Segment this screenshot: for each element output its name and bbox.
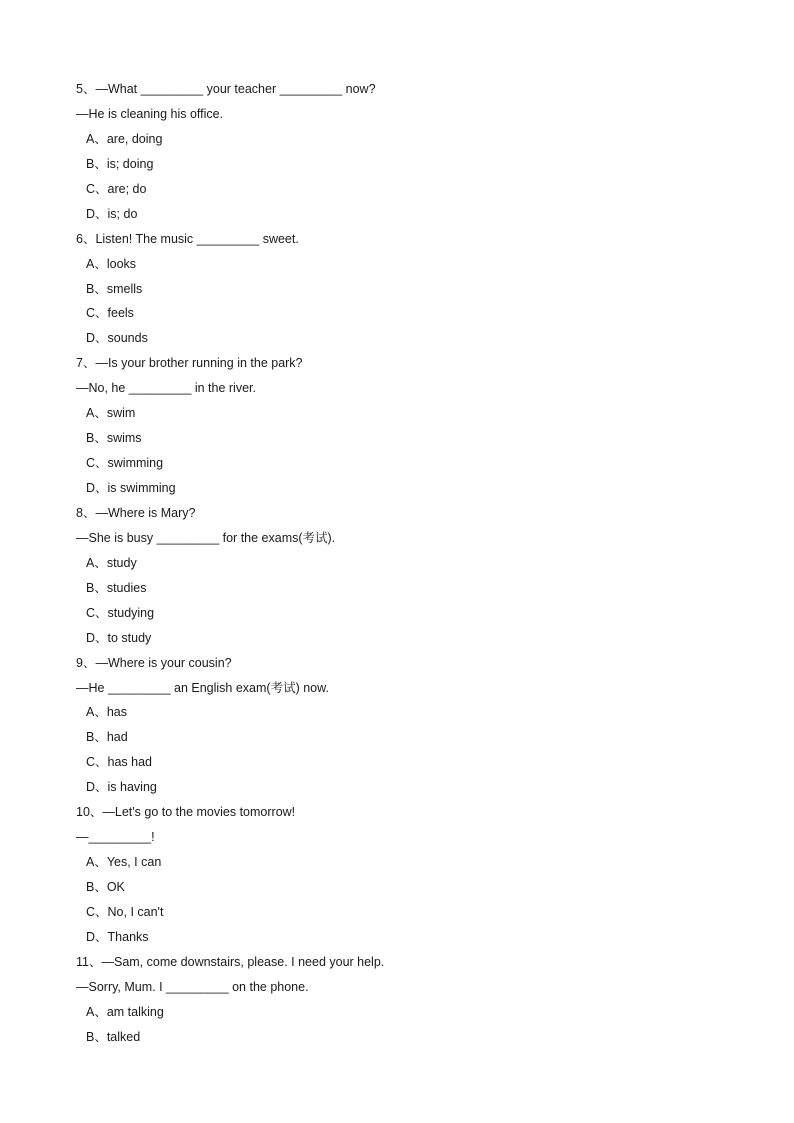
question-6-option-b[interactable]: B、smells	[86, 281, 143, 296]
question-9-dialogue: —He _________ an English exam(考试) now.	[76, 680, 329, 695]
question-9-option-a[interactable]: A、has	[86, 705, 127, 720]
question-8-stem: 8、—Where is Mary?	[76, 505, 196, 520]
question-11-option-a[interactable]: A、am talking	[86, 1004, 164, 1019]
question-9-option-d[interactable]: D、is having	[86, 780, 157, 795]
question-10-option-c[interactable]: C、No, I can't	[86, 904, 164, 919]
question-7-option-b[interactable]: B、swims	[86, 431, 142, 446]
question-11-stem: 11、—Sam, come downstairs, please. I need your help.	[76, 954, 385, 969]
question-9-stem: 9、—Where is your cousin?	[76, 655, 232, 670]
question-5-option-b[interactable]: B、is; doing	[86, 156, 154, 171]
question-6-option-a[interactable]: A、looks	[86, 256, 137, 271]
question-7-stem: 7、—Is your brother running in the park?	[76, 356, 303, 371]
question-9-option-b[interactable]: B、had	[86, 730, 128, 745]
question-7-dialogue: —No, he _________ in the river.	[76, 381, 256, 396]
question-5-dialogue: —He is cleaning his office.	[76, 106, 224, 121]
question-8-option-b[interactable]: B、studies	[86, 580, 147, 595]
question-6-option-d[interactable]: D、sounds	[86, 331, 148, 346]
question-8-dialogue: —She is busy _________ for the exams(考试).	[76, 530, 336, 545]
question-5-option-d[interactable]: D、is; do	[86, 206, 138, 221]
question-10-stem: 10、—Let's go to the movies tomorrow!	[76, 805, 296, 820]
question-10-option-d[interactable]: D、Thanks	[86, 929, 149, 944]
question-6-option-c[interactable]: C、feels	[86, 306, 134, 321]
question-7-option-a[interactable]: A、swim	[86, 406, 136, 421]
question-5-option-a[interactable]: A、are, doing	[86, 131, 163, 146]
question-5-stem: 5、—What _________ your teacher _________ now?	[76, 82, 376, 96]
question-7-option-d[interactable]: D、is swimming	[86, 481, 176, 495]
question-11-dialogue: —Sorry, Mum. I _________ on the phone.	[76, 979, 309, 994]
question-7-option-c[interactable]: C、swimming	[86, 456, 164, 471]
worksheet	[76, 79, 736, 1052]
question-6-stem: 6、Listen! The music _________ sweet.	[76, 231, 299, 246]
question-8-option-a[interactable]: A、study	[86, 555, 137, 570]
question-5-option-c[interactable]: C、are; do	[86, 181, 147, 196]
question-11-option-b[interactable]: B、talked	[86, 1029, 141, 1044]
question-9-option-c[interactable]: C、has had	[86, 755, 153, 770]
question-10-option-a[interactable]: A、Yes, I can	[86, 855, 162, 870]
question-8-option-c[interactable]: C、studying	[86, 605, 155, 620]
question-10-dialogue: —_________!	[76, 830, 155, 845]
question-10-option-b[interactable]: B、OK	[86, 880, 125, 894]
question-8-option-d[interactable]: D、to study	[86, 630, 152, 645]
